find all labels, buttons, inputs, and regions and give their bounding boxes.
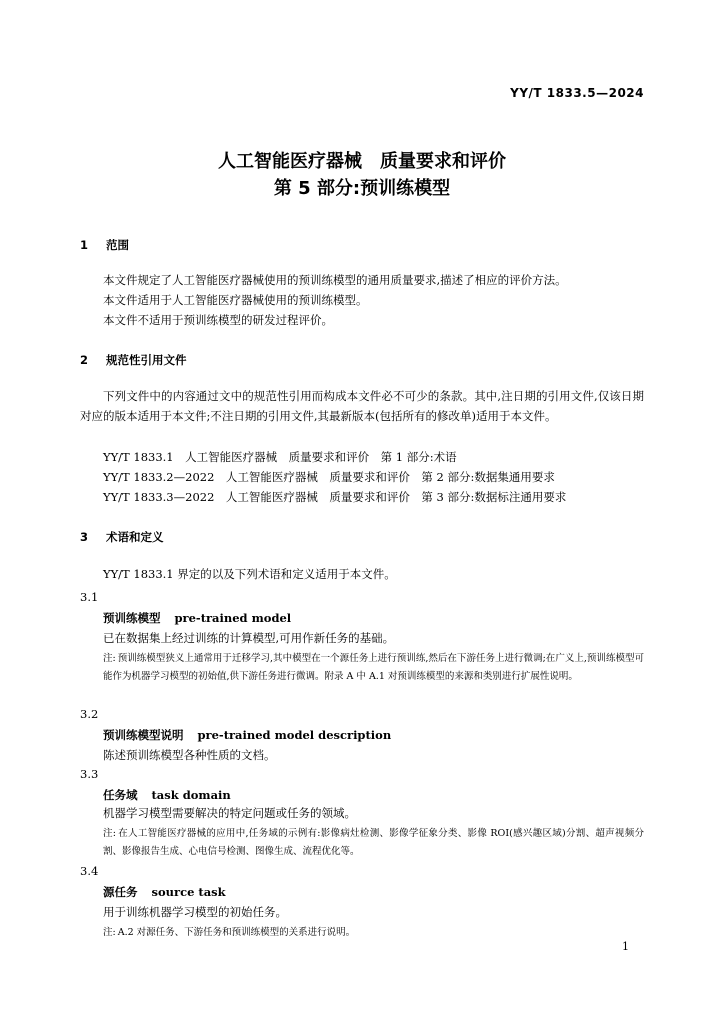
note-label: 注: [103, 927, 116, 938]
term-name-zh: 预训练模型说明 [103, 728, 184, 742]
note-label: 注: [103, 653, 116, 664]
reference-item: YY/T 1833.1 人工智能医疗器械 质量要求和评价 第 1 部分:术语 [103, 450, 457, 464]
section-title: 规范性引用文件 [106, 353, 187, 367]
term-name [103, 884, 226, 900]
term-note [103, 650, 644, 685]
section-number: 1 [80, 238, 89, 252]
term-name-en: task domain [151, 788, 231, 802]
term-number: 3.1 [80, 590, 99, 604]
section-2-heading [80, 352, 187, 368]
paragraph: 本文件规定了人工智能医疗器械使用的预训练模型的通用质量要求,描述了相应的评价方法。 [103, 273, 567, 287]
term-name-en: pre-trained model description [197, 728, 392, 742]
term-name-zh: 预训练模型 [103, 611, 161, 625]
section-title: 术语和定义 [106, 530, 164, 544]
term-name [103, 727, 391, 743]
term-number: 3.4 [80, 864, 99, 878]
paragraph: 下列文件中的内容通过文中的规范性引用而构成本文件必不可少的条款。其中,注日期的引用文件,仅该日期对应的版本适用于本文件;不注日期的引用文件,其最新版本(包括所有的修改单)适用于本文件。 [80, 389, 644, 423]
document-title: 人工智能医疗器械 质量要求和评价 [218, 151, 506, 172]
note-label: 注: [103, 828, 116, 839]
term-name-zh: 源任务 [103, 885, 138, 899]
term-name [103, 787, 231, 803]
term-number: 3.3 [80, 767, 99, 781]
term-definition: 陈述预训练模型各种性质的文档。 [103, 748, 276, 762]
term-note [103, 924, 644, 942]
section-title: 范围 [106, 238, 129, 252]
section-3-heading [80, 529, 164, 545]
paragraph: YY/T 1833.1 界定的以及下列术语和定义适用于本文件。 [103, 567, 396, 581]
section-number: 3 [80, 530, 89, 544]
term-name-zh: 任务域 [103, 788, 138, 802]
term-number: 3.2 [80, 707, 99, 721]
reference-item: YY/T 1833.3—2022 人工智能医疗器械 质量要求和评价 第 3 部分:数据标注通用要求 [103, 490, 567, 504]
paragraph: 本文件不适用于预训练模型的研发过程评价。 [103, 313, 333, 327]
paragraph: 本文件适用于人工智能医疗器械使用的预训练模型。 [103, 293, 368, 307]
term-name-en: pre-trained model [174, 611, 292, 625]
note-text: 预训练模型狭义上通常用于迁移学习,其中模型在一个源任务上进行预训练,然后在下游任务上进行微调;在广义上,预训练模型可能作为机器学习模型的初始值,供下游任务进行微调。附录 A 中 A.1 对预训练模型的来源和类别进行扩展性说明。 [103, 653, 644, 682]
section-1-heading [80, 237, 129, 253]
note-text: A.2 对源任务、下游任务和预训练模型的关系进行说明。 [117, 927, 356, 938]
section-number: 2 [80, 353, 89, 367]
term-name-en: source task [151, 885, 226, 899]
document-subtitle: 第 5 部分:预训练模型 [273, 178, 451, 199]
term-definition: 用于训练机器学习模型的初始任务。 [103, 905, 287, 919]
note-text: 在人工智能医疗器械的应用中,任务域的示例有:影像病灶检测、影像学征象分类、影像 ROI(感兴趣区域)分割、超声视频分割、影像报告生成、心电信号检测、图像生成、流程优化等。 [103, 828, 645, 857]
term-definition: 已在数据集上经过训练的计算模型,可用作新任务的基础。 [103, 631, 395, 645]
reference-item: YY/T 1833.2—2022 人工智能医疗器械 质量要求和评价 第 2 部分:数据集通用要求 [103, 470, 555, 484]
term-note [103, 825, 644, 860]
term-name [103, 610, 291, 626]
page-number: 1 [622, 940, 629, 953]
standard-code: YY/T 1833.5—2024 [510, 86, 644, 100]
term-definition: 机器学习模型需要解决的特定问题或任务的领域。 [103, 806, 356, 820]
